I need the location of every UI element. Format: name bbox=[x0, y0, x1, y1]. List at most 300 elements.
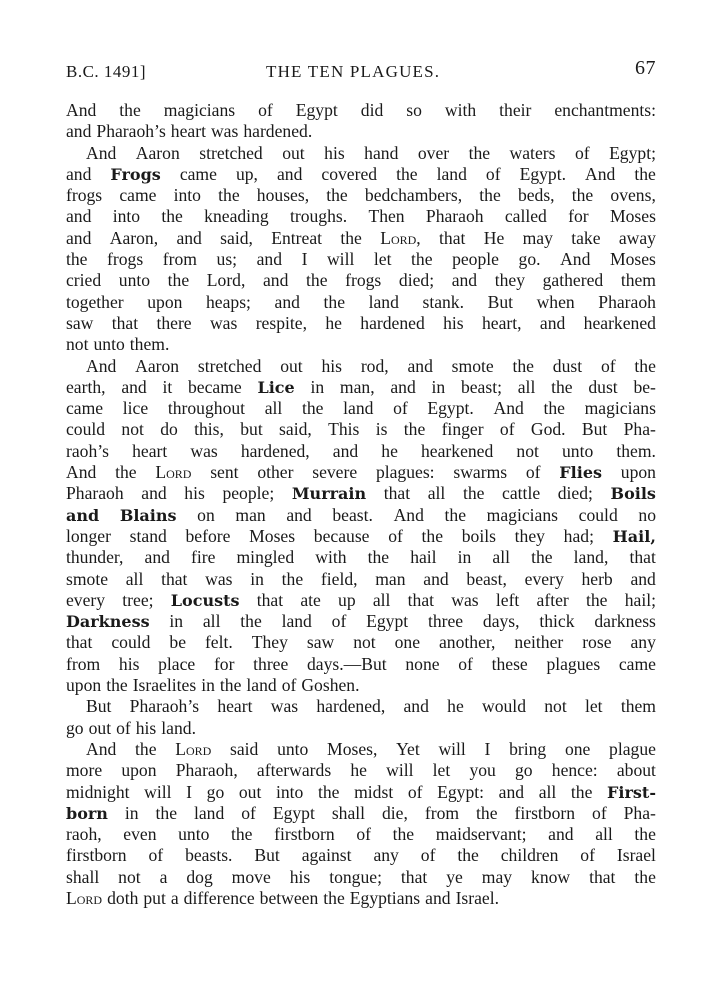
word: came bbox=[119, 185, 157, 206]
word: Entreat bbox=[271, 227, 323, 248]
word: together bbox=[66, 291, 124, 312]
word: thick bbox=[539, 611, 575, 632]
word: of bbox=[485, 163, 501, 184]
word: and bbox=[66, 163, 92, 184]
word: the bbox=[231, 824, 253, 845]
word: midst bbox=[354, 781, 394, 802]
running-header bbox=[66, 57, 656, 84]
word: any bbox=[373, 845, 399, 866]
word: and bbox=[332, 440, 359, 461]
word: Moses bbox=[609, 206, 656, 227]
word: waters bbox=[509, 142, 556, 163]
word: mingled bbox=[236, 547, 295, 568]
word: Egypt bbox=[366, 611, 409, 632]
word: know bbox=[531, 866, 571, 887]
word: from bbox=[162, 249, 197, 270]
word: came bbox=[179, 163, 217, 184]
word: of bbox=[241, 802, 256, 823]
word: after bbox=[536, 589, 569, 610]
word: And bbox=[585, 163, 616, 184]
word: ate bbox=[300, 589, 321, 610]
word: frogs bbox=[345, 270, 382, 291]
text-line bbox=[66, 143, 656, 164]
word: smote bbox=[451, 355, 494, 376]
word: Murrain bbox=[291, 484, 367, 504]
word: and bbox=[630, 568, 656, 589]
word: frogs bbox=[66, 185, 103, 206]
word: land, bbox=[573, 547, 609, 568]
word: but bbox=[240, 419, 263, 440]
word: Lord bbox=[155, 462, 192, 483]
word: Lord, bbox=[380, 227, 421, 248]
word: darkness bbox=[594, 611, 656, 632]
word: may bbox=[522, 227, 553, 248]
word: will bbox=[438, 738, 466, 759]
word: of bbox=[592, 802, 607, 823]
word: three bbox=[253, 653, 289, 674]
word: land bbox=[193, 802, 225, 823]
word: born bbox=[66, 803, 108, 823]
word: Frogs bbox=[110, 164, 161, 184]
word: stank. bbox=[422, 291, 465, 312]
word: was bbox=[270, 696, 299, 717]
word: upon bbox=[620, 462, 656, 483]
text-line bbox=[66, 718, 656, 739]
word: the bbox=[462, 483, 485, 504]
word: Egypt bbox=[295, 100, 338, 120]
word: the bbox=[301, 398, 324, 419]
word: he bbox=[381, 440, 398, 461]
word: with bbox=[315, 547, 347, 568]
word: and bbox=[423, 568, 449, 589]
word: he bbox=[325, 312, 342, 333]
word: even bbox=[123, 824, 157, 845]
word: and bbox=[548, 824, 574, 845]
word: said bbox=[230, 738, 259, 759]
word: the bbox=[411, 249, 433, 270]
word: And bbox=[493, 398, 524, 419]
word: the bbox=[543, 398, 565, 419]
text-line bbox=[66, 441, 656, 462]
word: Egypt bbox=[272, 802, 315, 823]
word: they bbox=[494, 270, 526, 291]
word: of bbox=[388, 525, 403, 546]
word: beast; bbox=[460, 376, 502, 397]
word: hand bbox=[364, 142, 399, 163]
word: Aaron, bbox=[109, 227, 159, 248]
word: firstborn bbox=[274, 824, 335, 845]
word: beast. bbox=[332, 504, 373, 525]
word: plagues bbox=[546, 653, 601, 674]
word: rose bbox=[582, 632, 612, 653]
text-line bbox=[66, 462, 656, 483]
word: was bbox=[210, 121, 239, 142]
word: And bbox=[393, 504, 424, 525]
word: his bbox=[135, 717, 157, 738]
word: upon bbox=[121, 760, 157, 781]
text-line bbox=[66, 675, 656, 696]
word: hardened, bbox=[316, 696, 386, 717]
word: Locusts bbox=[170, 590, 240, 610]
word: midnight bbox=[66, 781, 130, 802]
word: in bbox=[169, 611, 184, 632]
word: cried bbox=[66, 270, 102, 291]
word: the bbox=[323, 291, 346, 312]
word: Lord, bbox=[206, 270, 246, 291]
word: the bbox=[457, 845, 479, 866]
text-line bbox=[66, 824, 656, 845]
word: troughs. bbox=[289, 206, 348, 227]
word: may bbox=[481, 866, 513, 887]
word: of bbox=[116, 717, 131, 738]
word: his bbox=[118, 653, 140, 674]
word: three bbox=[427, 611, 464, 632]
word: and bbox=[451, 270, 478, 291]
word: But bbox=[487, 291, 514, 312]
word: Darkness bbox=[66, 612, 150, 632]
word: the bbox=[326, 185, 348, 206]
word: Egyptians bbox=[349, 887, 421, 908]
word: in bbox=[124, 802, 139, 823]
word: hardened bbox=[360, 312, 425, 333]
word: field, bbox=[320, 568, 358, 589]
text-line bbox=[66, 739, 656, 760]
word: Pharaoh bbox=[598, 291, 656, 312]
word: And bbox=[66, 100, 97, 120]
text-line bbox=[66, 760, 656, 781]
word: not bbox=[121, 419, 144, 440]
word: covered bbox=[321, 163, 378, 184]
word: die, bbox=[382, 802, 408, 823]
word: Moses, bbox=[327, 738, 378, 759]
word: this, bbox=[194, 419, 224, 440]
word: herb bbox=[581, 568, 613, 589]
word: be bbox=[169, 632, 186, 653]
word: upon bbox=[147, 291, 183, 312]
word: raoh’s bbox=[66, 440, 109, 461]
word: on bbox=[197, 504, 215, 525]
word: a bbox=[170, 887, 179, 908]
word: Egypt. bbox=[427, 398, 474, 419]
word: not bbox=[118, 866, 141, 887]
word: plague bbox=[609, 738, 656, 759]
text-line bbox=[66, 654, 656, 675]
word: that bbox=[629, 547, 656, 568]
word: go bbox=[66, 717, 84, 738]
word: Aaron bbox=[135, 355, 180, 376]
word: people bbox=[452, 249, 499, 270]
word: the bbox=[281, 568, 304, 589]
word: days.—But bbox=[307, 653, 387, 674]
word: shall bbox=[66, 866, 100, 887]
word: in bbox=[250, 568, 264, 589]
word: of bbox=[499, 419, 515, 440]
word: Egypt. bbox=[519, 163, 567, 184]
word: the bbox=[106, 675, 128, 696]
word: And bbox=[86, 738, 117, 759]
word: saw bbox=[66, 312, 94, 333]
word: the bbox=[306, 270, 328, 291]
word: Pharaoh’s bbox=[96, 121, 166, 142]
word: all bbox=[538, 781, 557, 802]
word: smote bbox=[66, 568, 109, 589]
word: that bbox=[400, 866, 428, 887]
word: plagues: bbox=[375, 462, 435, 483]
word: into bbox=[173, 185, 201, 206]
text-line bbox=[66, 185, 656, 206]
word: the bbox=[479, 185, 501, 206]
word: hail; bbox=[624, 589, 656, 610]
word: heart bbox=[217, 696, 253, 717]
word: let bbox=[432, 760, 451, 781]
word: they bbox=[514, 525, 545, 546]
text-line bbox=[66, 206, 656, 227]
word: a bbox=[159, 866, 168, 887]
word: and bbox=[286, 504, 312, 525]
word: and bbox=[256, 249, 283, 270]
text-line bbox=[66, 228, 656, 249]
word: said, bbox=[220, 227, 253, 248]
word: And bbox=[86, 142, 117, 163]
word: that bbox=[161, 568, 188, 589]
word: all bbox=[517, 376, 536, 397]
word: one bbox=[394, 632, 421, 653]
word: Israel. bbox=[455, 887, 500, 908]
word: other bbox=[257, 462, 294, 483]
word: between bbox=[259, 887, 319, 908]
word: of bbox=[420, 845, 436, 866]
word: tongue; bbox=[329, 866, 382, 887]
word: people; bbox=[222, 483, 275, 504]
word: unto bbox=[118, 270, 151, 291]
word: Pha- bbox=[623, 419, 656, 440]
text-line bbox=[66, 526, 656, 547]
word: days, bbox=[482, 611, 520, 632]
word: land bbox=[246, 675, 277, 696]
word: there bbox=[156, 312, 192, 333]
text-line bbox=[66, 888, 656, 909]
word: died; bbox=[398, 270, 435, 291]
text-line bbox=[66, 419, 656, 440]
word: his bbox=[443, 312, 464, 333]
text-line bbox=[66, 505, 656, 526]
word: afterwards bbox=[256, 760, 332, 781]
word: doth bbox=[107, 887, 139, 908]
word: would bbox=[482, 696, 526, 717]
word: said, bbox=[279, 419, 312, 440]
word: the bbox=[167, 270, 190, 291]
word: with bbox=[444, 100, 477, 120]
word: was bbox=[205, 568, 233, 589]
word: in bbox=[457, 547, 472, 568]
word: them bbox=[620, 696, 656, 717]
word: was bbox=[451, 589, 479, 610]
word: could bbox=[111, 632, 151, 653]
word: saw bbox=[306, 632, 335, 653]
text-line bbox=[66, 782, 656, 803]
word: difference bbox=[183, 887, 255, 908]
word: had; bbox=[563, 525, 594, 546]
word: firstborn bbox=[66, 845, 127, 866]
word: I bbox=[484, 738, 491, 759]
word: the bbox=[115, 462, 137, 483]
word: not bbox=[544, 696, 567, 717]
word: these bbox=[491, 653, 528, 674]
word: his bbox=[321, 355, 343, 376]
page-body bbox=[66, 100, 656, 909]
word: bring bbox=[509, 738, 547, 759]
word: and bbox=[403, 696, 429, 717]
word: beasts. bbox=[185, 845, 233, 866]
word: the bbox=[444, 504, 467, 525]
word: and bbox=[539, 312, 566, 333]
word: was bbox=[209, 312, 238, 333]
text-line bbox=[66, 100, 656, 121]
word: of bbox=[574, 142, 590, 163]
text-line bbox=[66, 696, 656, 717]
word: He bbox=[483, 227, 505, 248]
word: And bbox=[86, 355, 117, 376]
word: Egypt; bbox=[609, 142, 656, 163]
word: the bbox=[155, 802, 178, 823]
word: the bbox=[512, 355, 534, 376]
word: the bbox=[634, 355, 656, 376]
word: into bbox=[275, 781, 304, 802]
text-line bbox=[66, 249, 656, 270]
word: hail bbox=[410, 547, 437, 568]
word: let bbox=[373, 249, 392, 270]
word: the bbox=[634, 866, 656, 887]
word: First- bbox=[607, 782, 656, 802]
text-line bbox=[66, 334, 656, 355]
word: heart bbox=[132, 440, 168, 461]
word: Aaron bbox=[135, 142, 180, 163]
word: that bbox=[439, 227, 466, 248]
word: called bbox=[504, 206, 547, 227]
word: dog bbox=[186, 866, 213, 887]
word: the bbox=[218, 185, 240, 206]
word: about bbox=[616, 760, 656, 781]
word: Moses bbox=[609, 249, 656, 270]
word: all bbox=[125, 568, 144, 589]
word: came bbox=[618, 653, 656, 674]
word: move bbox=[231, 866, 271, 887]
word: his bbox=[184, 483, 205, 504]
word: out bbox=[282, 142, 305, 163]
word: all bbox=[372, 589, 391, 610]
word: and bbox=[276, 163, 303, 184]
word: of bbox=[525, 462, 541, 483]
word: every bbox=[66, 589, 106, 610]
word: the bbox=[367, 547, 390, 568]
word: respite, bbox=[255, 312, 307, 333]
word: And bbox=[66, 462, 97, 483]
word: and bbox=[425, 887, 451, 908]
text-line bbox=[66, 292, 656, 313]
word: out bbox=[280, 355, 303, 376]
word: from bbox=[66, 653, 101, 674]
word: over bbox=[417, 142, 450, 163]
word: raoh, bbox=[66, 824, 102, 845]
word: of bbox=[356, 824, 371, 845]
word: stretched bbox=[199, 142, 263, 163]
word: do bbox=[160, 419, 178, 440]
word: of bbox=[600, 355, 616, 376]
word: stand bbox=[129, 525, 167, 546]
word: no bbox=[638, 504, 656, 525]
word: Lord bbox=[66, 887, 103, 908]
word: every bbox=[524, 568, 564, 589]
word: unto bbox=[93, 334, 125, 355]
word: But bbox=[254, 845, 280, 866]
word: land bbox=[343, 398, 374, 419]
word: that bbox=[407, 589, 435, 610]
word: and bbox=[121, 376, 147, 397]
word: children bbox=[500, 845, 559, 866]
word: in bbox=[310, 376, 325, 397]
word: unto bbox=[561, 440, 594, 461]
word: it bbox=[162, 376, 173, 397]
word: you bbox=[469, 760, 496, 781]
word: finger bbox=[441, 419, 484, 440]
word: of bbox=[580, 845, 595, 866]
word: gathered bbox=[542, 270, 604, 291]
word: Hail, bbox=[612, 526, 656, 546]
word: land bbox=[281, 611, 312, 632]
word: unto bbox=[277, 738, 309, 759]
text-line bbox=[66, 164, 656, 185]
word: cattle bbox=[502, 483, 541, 504]
word: and bbox=[66, 227, 92, 248]
word: the bbox=[421, 525, 444, 546]
text-line bbox=[66, 845, 656, 866]
word: felt. bbox=[204, 632, 233, 653]
word: longer bbox=[66, 525, 111, 546]
text-line bbox=[66, 398, 656, 419]
word: is bbox=[375, 419, 388, 440]
word: man bbox=[235, 504, 266, 525]
text-line bbox=[66, 611, 656, 632]
word: land bbox=[436, 163, 467, 184]
text-line bbox=[66, 270, 656, 291]
word: land bbox=[368, 291, 399, 312]
word: dust bbox=[552, 355, 583, 376]
word: heaps; bbox=[206, 291, 251, 312]
text-line bbox=[66, 356, 656, 377]
word: into bbox=[112, 206, 141, 227]
word: of bbox=[407, 781, 423, 802]
word: all bbox=[264, 398, 283, 419]
word: the bbox=[531, 547, 553, 568]
word: stretched bbox=[197, 355, 262, 376]
word: before bbox=[185, 525, 231, 546]
word: his bbox=[324, 142, 345, 163]
word: died; bbox=[557, 483, 593, 504]
word: could bbox=[578, 504, 618, 525]
word: frogs bbox=[107, 249, 144, 270]
word: of bbox=[458, 653, 473, 674]
word: earth, bbox=[66, 376, 106, 397]
word: another, bbox=[438, 632, 496, 653]
word: the bbox=[161, 206, 183, 227]
word: more bbox=[66, 760, 103, 781]
word: Blains bbox=[119, 505, 177, 525]
word: hearkened bbox=[421, 440, 494, 461]
word: go bbox=[515, 760, 533, 781]
word: in bbox=[201, 675, 215, 696]
word: out bbox=[238, 781, 262, 802]
text-line bbox=[66, 803, 656, 824]
